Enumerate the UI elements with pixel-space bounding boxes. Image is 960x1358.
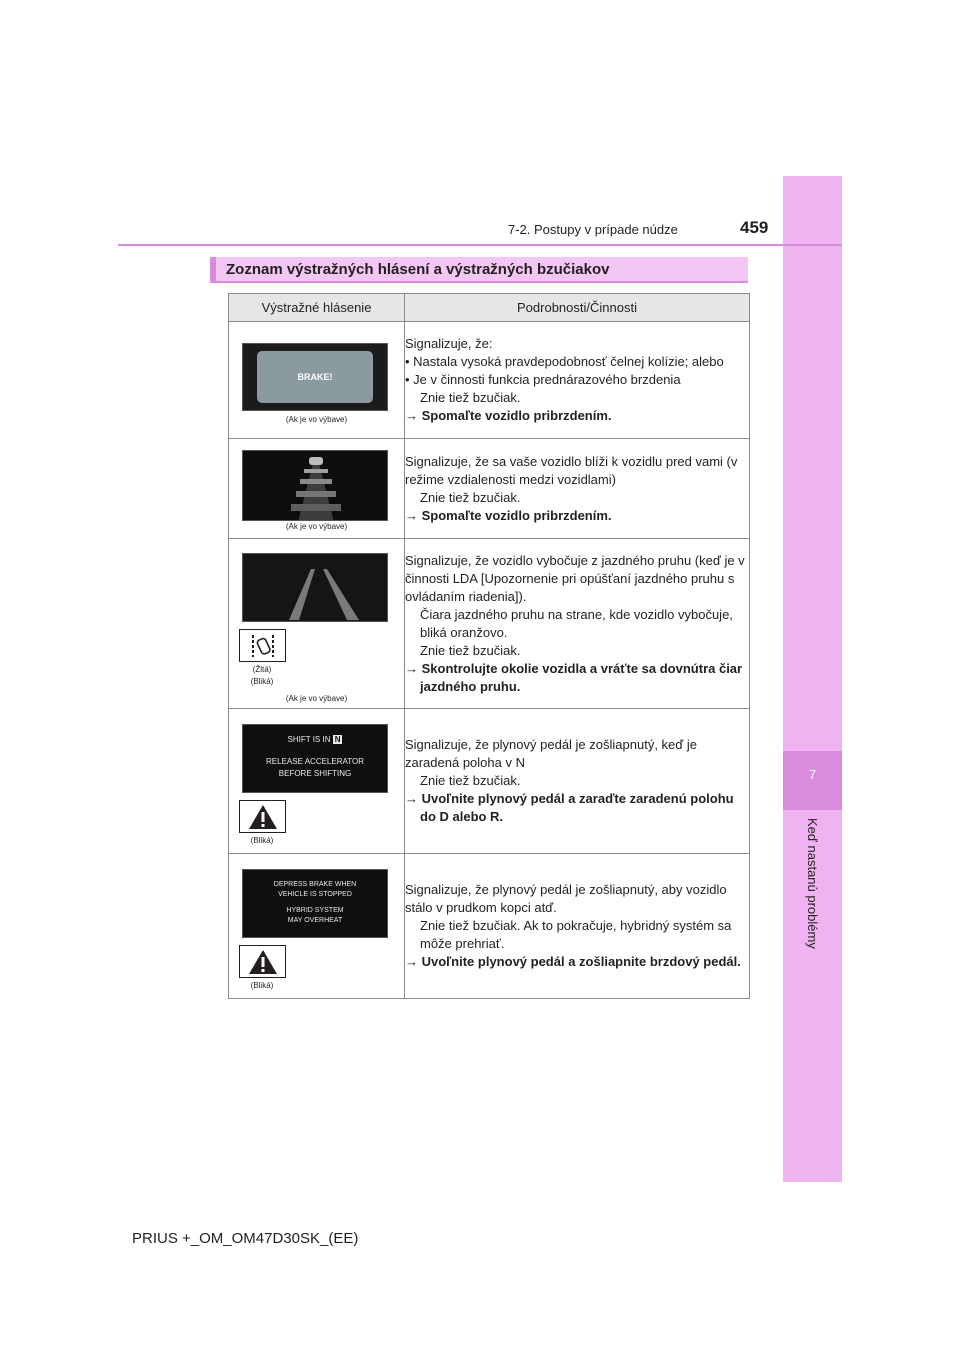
side-tab: [783, 176, 842, 1182]
screen-text: RELEASE ACCELERATOR: [266, 757, 364, 766]
table-row: [229, 439, 750, 539]
warning-image-cell: [229, 854, 405, 999]
icon-caption: (Bliká): [250, 981, 274, 990]
details-cell: [405, 322, 750, 439]
detail-line: Čiara jazdného pruhu na strane, kde vozidlo vybočuje, bliká oranžovo.: [420, 606, 733, 640]
icon-caption: (Žltá): [252, 665, 272, 674]
action-instruction: → Skontrolujte okolie vozidla a vráťte sa dovnútra čiar jazdného pruhu.: [405, 660, 743, 694]
warning-image-cell: [229, 439, 405, 539]
warning-triangle-icon: [239, 800, 286, 833]
caption: (Ak je vo výbave): [285, 522, 348, 531]
detail-line: Signalizuje, že plynový pedál je zošliapnutý, keď je zaradená poloha v N: [405, 737, 697, 770]
icon-caption: (Bliká): [250, 677, 274, 686]
detail-line: Znie tiež bzučiak.: [420, 390, 521, 405]
page-number: 459: [740, 218, 769, 237]
approach-graphic: [243, 451, 388, 521]
detail-line: Signalizuje, že:: [405, 336, 493, 351]
detail-line: Signalizuje, že plynový pedál je zošliapnutý, aby vozidlo stálo v prudkom kopci atď.: [405, 882, 727, 915]
chapter-title-text: Keď nastanú problémy: [805, 818, 820, 949]
lane-departure-icon: [239, 629, 286, 662]
action-instruction: → Uvoľnite plynový pedál a zaraďte zaradenú polohu do D alebo R.: [405, 791, 734, 824]
detail-line: Znie tiež bzučiak.: [420, 489, 521, 505]
lane-lines-graphic: [243, 554, 388, 622]
details-cell: [405, 539, 750, 709]
table-header-row: [229, 294, 750, 322]
table-row: [229, 539, 750, 709]
screen-text: MAY OVERHEAT: [287, 917, 343, 924]
detail-line: Signalizuje, že vozidlo vybočuje z jazdného pruhu (keď je v činnosti LDA [Upozornenie pri opúšťaní jazdného pruhu s ovládaním riadenia]).: [405, 552, 745, 604]
table-row: [229, 854, 750, 999]
table-row: [229, 709, 750, 854]
caption: (Ak je vo výbave): [285, 415, 348, 424]
warning-image-cell: [229, 539, 405, 709]
display-screen-hybrid-overheat: [242, 869, 388, 938]
detail-bullet: • Je v činnosti funkcia prednárazového brzdenia: [405, 372, 681, 387]
column-header: Výstražné hlásenie: [229, 294, 405, 322]
warning-image-cell: [229, 709, 405, 854]
action-instruction: → Uvoľnite plynový pedál a zošliapnite brzdový pedál.: [405, 954, 741, 969]
screen-text: BEFORE SHIFTING: [278, 769, 352, 778]
detail-line: Znie tiež bzučiak.: [420, 773, 521, 788]
detail-bullet: • Nastala vysoká pravdepodobnosť čelnej kolízie; alebo: [405, 354, 724, 369]
detail-line: Znie tiež bzučiak. Ak to pokračuje, hybridný systém sa môže prehriať.: [420, 918, 732, 951]
document-footer: PRIUS +_OM_OM47D30SK_(EE): [132, 1230, 359, 1247]
display-screen-vehicle-approach: [242, 450, 388, 521]
brake-screen-text: BRAKE!: [297, 372, 333, 382]
column-header: Podrobnosti/Činnosti: [405, 294, 750, 322]
warning-message-table: [228, 293, 750, 999]
detail-line: Znie tiež bzučiak.: [420, 642, 521, 658]
header-rule: [118, 244, 842, 246]
icon-caption: (Bliká): [250, 836, 274, 845]
details-cell: [405, 439, 750, 539]
chapter-number: 7: [783, 751, 842, 810]
section-reference: 7-2. Postupy v prípade núdze: [508, 222, 678, 237]
screen-line: [243, 734, 387, 746]
chapter-title: [783, 818, 842, 978]
display-screen-shift-n: [242, 724, 388, 793]
display-screen-brake: [242, 343, 388, 411]
warning-image-cell: [229, 322, 405, 439]
screen-text: HYBRID SYSTEM: [286, 907, 344, 914]
screen-text: VEHICLE IS STOPPED: [278, 891, 352, 898]
section-heading-text: Zoznam výstražných hlásení a výstražných bzučiakov: [226, 261, 610, 278]
screen-text: SHIFT IS IN: [287, 735, 331, 744]
detail-line: Signalizuje, že sa vaše vozidlo blíži k vozidlu pred vami (v režime vzdialenosti medzi vozidlami): [405, 453, 738, 487]
section-heading: [210, 257, 748, 283]
warning-triangle-icon: [239, 945, 286, 978]
table-row: [229, 322, 750, 439]
display-screen-lane-departure: [242, 553, 388, 622]
action-instruction: → Spomaľte vozidlo pribrzdením.: [405, 507, 612, 523]
details-cell: [405, 854, 750, 999]
details-cell: [405, 709, 750, 854]
caption: (Ak je vo výbave): [285, 694, 348, 703]
screen-text: DEPRESS BRAKE WHEN: [273, 881, 357, 888]
gear-badge: N: [334, 735, 341, 744]
action-instruction: → Spomaľte vozidlo pribrzdením.: [405, 408, 612, 423]
